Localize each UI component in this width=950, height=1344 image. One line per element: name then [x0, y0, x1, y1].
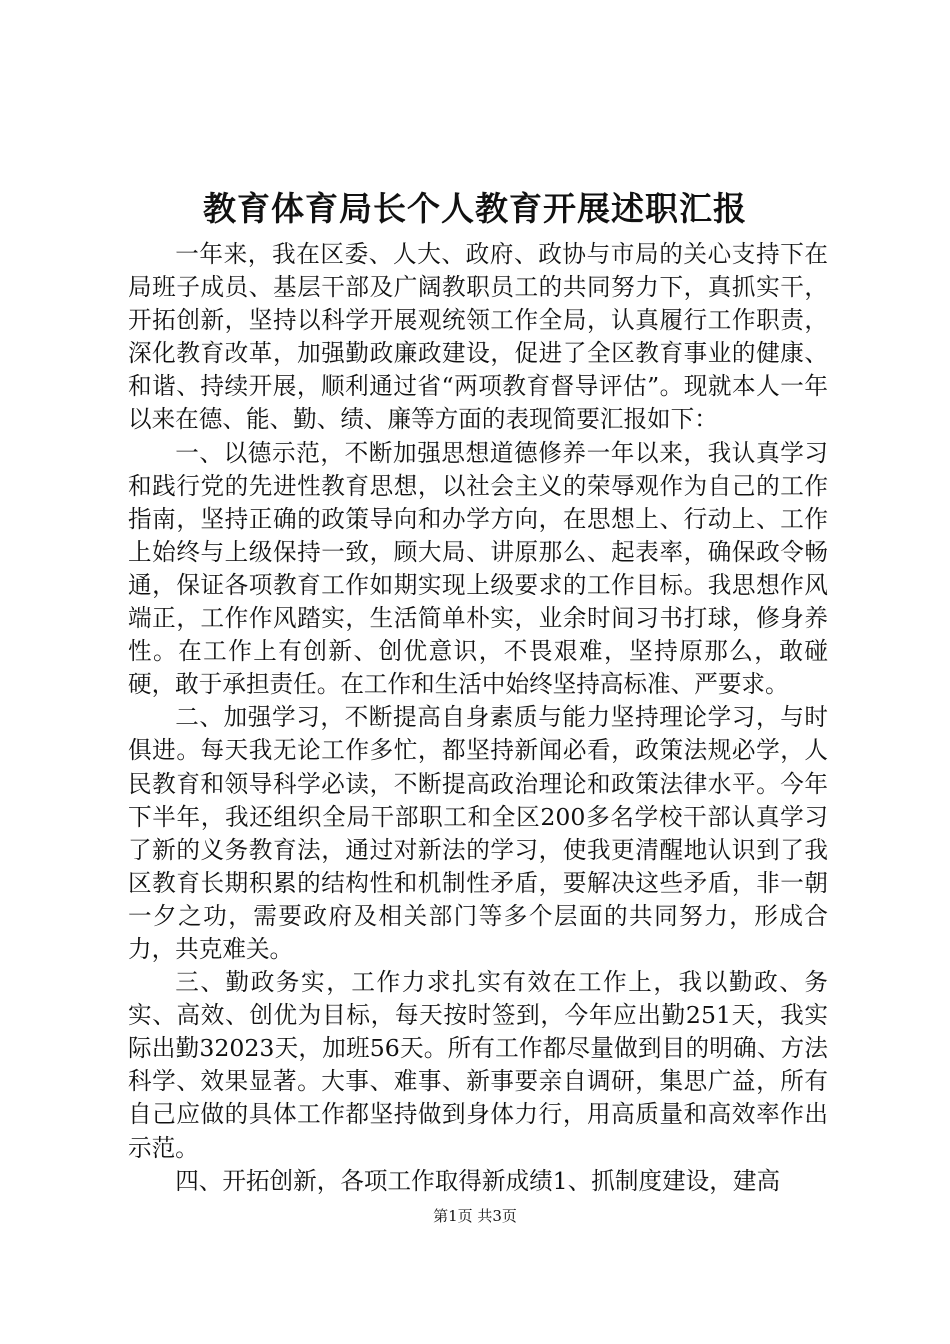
page-number-footer: 第1页 共3页 — [433, 1207, 517, 1225]
paragraph-section-1: 一、以德示范，不断加强思想道德修养一年以来，我认真学习和践行党的先进性教育思想，以社会主义的荣辱观作为自己的工作指南，坚持正确的政策导向和办学方向，在思想上、行动上、工作上始终与上级保持一致，顾大局、讲原那么、起表率，确保政令畅通，保证各项教育工作如期实现上级要求的工作目标。我思想作风端正，工作作风踏实，生活简单朴实，业余时间习书打球，修身养性。在工作上有创新、创优意识，不畏艰难，坚持原那么，敢碰硬，敢于承担责任。在工作和生活中始终坚持高标准、严要求。 — [128, 438, 828, 699]
paragraph-section-4: 四、开拓创新，各项工作取得新成绩1、抓制度建设，建高 — [175, 1166, 781, 1195]
paragraph-intro: 一年来，我在区委、人大、政府、政协与市局的关心支持下在局班子成员、基层干部及广阔教职员工的共同努力下，真抓实干，开拓创新，坚持以科学开展观统领工作全局，认真履行工作职责，深化教育改革，加强勤政廉政建设，促进了全区教育事业的健康、和谐、持续开展，顺利通过省“两项教育督导评估”。现就本人一年以来在德、能、勤、绩、廉等方面的表现简要汇报如下： — [128, 240, 828, 434]
document-body — [128, 238, 828, 1198]
paragraph-section-3: 三、勤政务实，工作力求扎实有效在工作上，我以勤政、务实、高效、创优为目标，每天按时签到，今年应出勤251天，我实际出勤32023天，加班56天。所有工作都尽量做到目的明确、方法科学、效果显著。大事、难事、新事要亲自调研，集思广益，所有自己应做的具体工作都坚持做到身体力行，用高质量和高效率作出示范。 — [128, 968, 828, 1162]
paragraph-section-2: 二、加强学习，不断提高自身素质与能力坚持理论学习，与时俱进。每天我无论工作多忙，都坚持新闻必看，政策法规必学，人民教育和领导科学必读，不断提高政治理论和政策法律水平。今年下半年，我还组织全局干部职工和全区200多名学校干部认真学习了新的义务教育法，通过对新法的学习，使我更清醒地认识到了我区教育长期积累的结构性和机制性矛盾，要解决这些矛盾，非一朝一夕之功，需要政府及相关部门等多个层面的共同努力，形成合力，共克难关。 — [128, 703, 828, 963]
document-title: 教育体育局长个人教育开展述职汇报 — [203, 189, 747, 228]
